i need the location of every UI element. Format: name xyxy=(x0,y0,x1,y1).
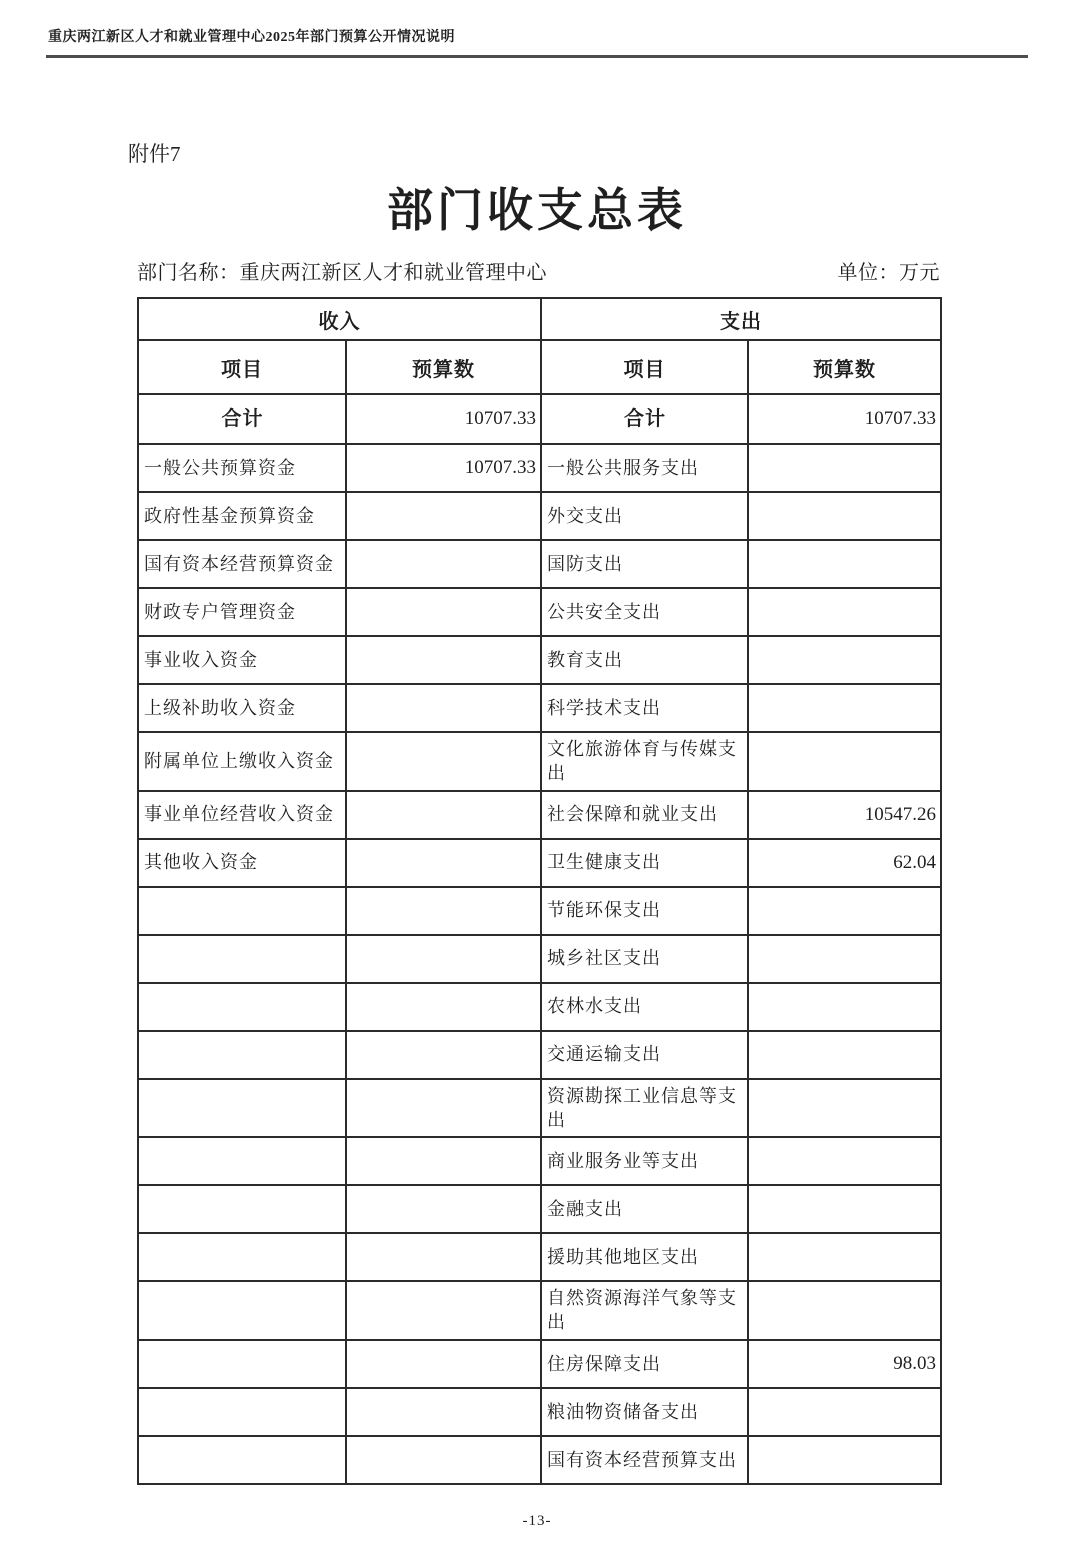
cell-income-item xyxy=(138,1185,346,1233)
department-name: 部门名称：重庆两江新区人才和就业管理中心 xyxy=(137,262,547,284)
cell-income-item xyxy=(138,1340,346,1388)
cell-income-item: 附属单位上缴收入资金 xyxy=(138,732,346,791)
cell-income-value xyxy=(346,732,541,791)
group-header-row xyxy=(138,298,941,340)
table-body xyxy=(138,394,941,1484)
cell-income-item xyxy=(138,1436,346,1484)
cell-income-value xyxy=(346,492,541,540)
cell-expense-item: 金融支出 xyxy=(541,1185,748,1233)
table-row xyxy=(138,1281,941,1340)
cell-income-item xyxy=(138,1137,346,1185)
income-item-header: 项目 xyxy=(138,340,346,394)
cell-expense-item: 粮油物资储备支出 xyxy=(541,1388,748,1436)
total-expense-value: 10707.33 xyxy=(748,394,941,444)
cell-expense-value xyxy=(748,732,941,791)
cell-expense-value xyxy=(748,540,941,588)
cell-income-value xyxy=(346,636,541,684)
attachment-label: 附件7 xyxy=(128,142,181,166)
cell-income-value xyxy=(346,684,541,732)
table-row xyxy=(138,887,941,935)
cell-income-item xyxy=(138,1233,346,1281)
cell-expense-value xyxy=(748,935,941,983)
cell-income-item: 其他收入资金 xyxy=(138,839,346,887)
cell-income-value xyxy=(346,1436,541,1484)
cell-expense-value xyxy=(748,444,941,492)
cell-income-value xyxy=(346,1281,541,1340)
cell-expense-value xyxy=(748,1388,941,1436)
table-row xyxy=(138,444,941,492)
table-row xyxy=(138,732,941,791)
cell-expense-item: 商业服务业等支出 xyxy=(541,1137,748,1185)
cell-income-item xyxy=(138,887,346,935)
cell-income-value xyxy=(346,983,541,1031)
column-header-row xyxy=(138,340,941,394)
total-row xyxy=(138,394,941,444)
cell-income-value xyxy=(346,1388,541,1436)
cell-expense-value xyxy=(748,1281,941,1340)
table-row xyxy=(138,1185,941,1233)
cell-expense-item: 自然资源海洋气象等支出 xyxy=(541,1281,748,1340)
cell-income-value xyxy=(346,1031,541,1079)
cell-expense-item: 国有资本经营预算支出 xyxy=(541,1436,748,1484)
income-budget-header: 预算数 xyxy=(346,340,541,394)
cell-income-item: 政府性基金预算资金 xyxy=(138,492,346,540)
cell-expense-item: 科学技术支出 xyxy=(541,684,748,732)
cell-income-value xyxy=(346,540,541,588)
table-row xyxy=(138,839,941,887)
cell-expense-value: 10547.26 xyxy=(748,791,941,839)
table-row xyxy=(138,1137,941,1185)
cell-expense-value xyxy=(748,887,941,935)
budget-table xyxy=(137,297,942,1485)
cell-income-value xyxy=(346,1340,541,1388)
cell-expense-value: 62.04 xyxy=(748,839,941,887)
page-number: -13- xyxy=(522,1513,552,1529)
cell-income-value xyxy=(346,1079,541,1138)
cell-expense-value xyxy=(748,588,941,636)
income-group-header: 收入 xyxy=(138,298,541,340)
cell-expense-item: 公共安全支出 xyxy=(541,588,748,636)
table-row xyxy=(138,588,941,636)
table-row xyxy=(138,492,941,540)
cell-income-value xyxy=(346,935,541,983)
cell-expense-item: 援助其他地区支出 xyxy=(541,1233,748,1281)
cell-expense-item: 农林水支出 xyxy=(541,983,748,1031)
cell-expense-item: 住房保障支出 xyxy=(541,1340,748,1388)
cell-income-value xyxy=(346,1137,541,1185)
cell-expense-item: 教育支出 xyxy=(541,636,748,684)
cell-income-value xyxy=(346,887,541,935)
cell-income-item: 事业收入资金 xyxy=(138,636,346,684)
table-row xyxy=(138,983,941,1031)
total-income-label: 合计 xyxy=(138,394,346,444)
cell-expense-item: 社会保障和就业支出 xyxy=(541,791,748,839)
cell-income-value xyxy=(346,1185,541,1233)
cell-expense-value xyxy=(748,1233,941,1281)
cell-income-item xyxy=(138,1281,346,1340)
cell-expense-item: 城乡社区支出 xyxy=(541,935,748,983)
cell-income-item xyxy=(138,983,346,1031)
cell-expense-value: 98.03 xyxy=(748,1340,941,1388)
running-head-text: 重庆两江新区人才和就业管理中心2025年部门预算公开情况说明 xyxy=(48,30,455,45)
cell-income-item: 国有资本经营预算资金 xyxy=(138,540,346,588)
table-row xyxy=(138,1031,941,1079)
cell-expense-value xyxy=(748,1436,941,1484)
expense-item-header: 项目 xyxy=(541,340,748,394)
cell-expense-value xyxy=(748,1137,941,1185)
cell-income-item: 上级补助收入资金 xyxy=(138,684,346,732)
cell-expense-value xyxy=(748,1185,941,1233)
table-row xyxy=(138,1436,941,1484)
total-income-value: 10707.33 xyxy=(346,394,541,444)
table-row xyxy=(138,636,941,684)
cell-income-value xyxy=(346,1233,541,1281)
cell-expense-item: 外交支出 xyxy=(541,492,748,540)
cell-expense-value xyxy=(748,983,941,1031)
page-title: 部门收支总表 xyxy=(387,185,687,236)
cell-income-item: 事业单位经营收入资金 xyxy=(138,791,346,839)
cell-expense-item: 国防支出 xyxy=(541,540,748,588)
expense-group-header: 支出 xyxy=(541,298,941,340)
table-row xyxy=(138,1079,941,1138)
unit-label: 单位：万元 xyxy=(837,262,940,284)
cell-expense-item: 节能环保支出 xyxy=(541,887,748,935)
table-row xyxy=(138,684,941,732)
cell-expense-value xyxy=(748,492,941,540)
table-row xyxy=(138,540,941,588)
cell-income-item xyxy=(138,935,346,983)
table-row xyxy=(138,1388,941,1436)
cell-income-item xyxy=(138,1388,346,1436)
cell-expense-item: 卫生健康支出 xyxy=(541,839,748,887)
cell-expense-item: 一般公共服务支出 xyxy=(541,444,748,492)
cell-income-item: 一般公共预算资金 xyxy=(138,444,346,492)
table-row xyxy=(138,1340,941,1388)
table-row xyxy=(138,791,941,839)
cell-income-value xyxy=(346,588,541,636)
cell-income-value xyxy=(346,839,541,887)
total-expense-label: 合计 xyxy=(541,394,748,444)
cell-expense-item: 交通运输支出 xyxy=(541,1031,748,1079)
running-head xyxy=(46,26,1028,58)
cell-expense-value xyxy=(748,636,941,684)
table-row xyxy=(138,1233,941,1281)
expense-budget-header: 预算数 xyxy=(748,340,941,394)
cell-expense-value xyxy=(748,1079,941,1138)
cell-expense-item: 文化旅游体育与传媒支出 xyxy=(541,732,748,791)
cell-income-value: 10707.33 xyxy=(346,444,541,492)
cell-income-item: 财政专户管理资金 xyxy=(138,588,346,636)
cell-income-item xyxy=(138,1079,346,1138)
table-row xyxy=(138,935,941,983)
cell-income-value xyxy=(346,791,541,839)
cell-expense-item: 资源勘探工业信息等支出 xyxy=(541,1079,748,1138)
meta-line xyxy=(137,256,940,285)
cell-income-item xyxy=(138,1031,346,1079)
cell-expense-value xyxy=(748,684,941,732)
cell-expense-value xyxy=(748,1031,941,1079)
